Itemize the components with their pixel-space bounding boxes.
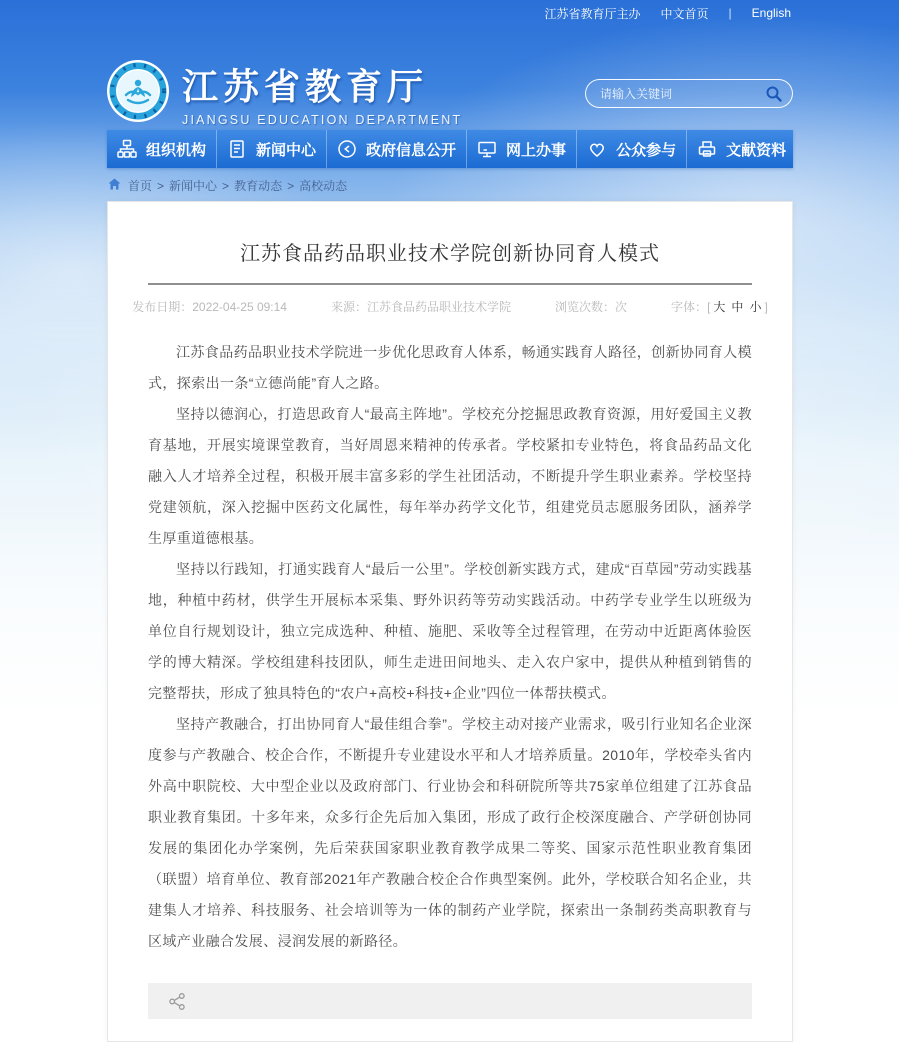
search-icon[interactable] <box>765 85 783 103</box>
site-title: 江苏省教育厅 <box>182 66 429 107</box>
site-logo-icon[interactable] <box>106 59 170 123</box>
org-chart-icon <box>117 139 137 159</box>
font-size-medium-button[interactable]: 中 <box>731 300 744 314</box>
home-icon[interactable] <box>108 178 123 193</box>
breadcrumb-separator: > <box>287 178 295 193</box>
view-count <box>555 298 627 315</box>
breadcrumb-news-center[interactable]: 新闻中心 <box>169 179 218 193</box>
article-paragraph: 坚持以德润心，打造思政育人“最高主阵地”。学校充分挖掘思政教育资源，用好爱国主义教育基地，开展实境课堂教育，当好周恩来精神的传承者。学校紧扣专业特色，将食品药品文化融入人才培养全过程，积极开展丰富多彩的学生社团活动，不断提升学生职业素养。学校坚持党建领航，深入挖掘中医药文化属性，每年举办药学文化节，组建党员志愿服务团队，涵养学生厚重道德根基。 <box>148 406 752 546</box>
site-title-block <box>182 59 462 127</box>
nav-item-documents[interactable] <box>687 130 796 168</box>
nav-label: 网上办事 <box>506 141 567 159</box>
topbar-separator: | <box>728 6 732 20</box>
site-title-en: JIANGSU EDUCATION DEPARTMENT <box>182 113 463 127</box>
share-bar <box>148 983 752 1019</box>
article-paragraph: 坚持以行践知，打通实践育人“最后一公里”。学校创新实践方式，建成“百草园”劳动实践基地，种植中药材，供学生开展标本采集、野外识药等劳动实践活动。中药学专业学生以班级为单位自行规划设计，独立完成选种、种植、施肥、采收等全过程管理，在劳动中近距离体验医学的博大精深。学校组建科技团队，师生走进田间地头、走入农户家中，提供从种植到销售的完整帮扶，形成了独具特色的“农户+高校+科技+企业”四位一体帮扶模式。 <box>148 561 752 701</box>
publish-date-value: 2022-04-25 09:14 <box>192 300 287 314</box>
publish-date <box>132 298 287 315</box>
news-icon <box>227 139 247 159</box>
publish-date-label: 发布日期： <box>132 300 193 314</box>
host-link[interactable]: 江苏省教育厅主办 <box>544 6 641 21</box>
info-disclosure-icon <box>337 139 357 159</box>
font-size-control <box>671 298 768 315</box>
title-divider <box>148 283 752 285</box>
nav-item-public-participation[interactable] <box>577 130 687 168</box>
article-title: 江苏食品药品职业技术学院创新协同育人模式 <box>240 243 660 265</box>
nav-label: 政府信息公开 <box>366 141 457 159</box>
bracket: [ <box>707 300 711 314</box>
source-label: 来源： <box>330 300 367 314</box>
views-label: 浏览次数： <box>555 300 616 314</box>
online-service-icon <box>477 139 497 159</box>
nav-label: 文献资料 <box>726 141 787 159</box>
site-header <box>0 26 899 130</box>
breadcrumb-home[interactable]: 首页 <box>128 179 153 193</box>
breadcrumb-separator: > <box>157 178 165 193</box>
search-input[interactable] <box>586 87 765 101</box>
breadcrumb-college-news[interactable]: 高校动态 <box>299 179 348 193</box>
article-body <box>148 337 752 957</box>
nav-label: 新闻中心 <box>256 141 317 159</box>
cn-home-link[interactable]: 中文首页 <box>660 6 709 21</box>
article-paragraph: 江苏食品药品职业技术学院进一步优化思政育人体系，畅通实践育人路径，创新协同育人模式，探索出一条“立德尚能”育人之路。 <box>148 344 752 391</box>
share-icon[interactable] <box>168 992 187 1011</box>
breadcrumb <box>108 177 899 194</box>
source <box>331 298 511 315</box>
font-size-label: 字体： <box>671 300 708 314</box>
font-size-large-button[interactable]: 大 <box>713 300 726 314</box>
main-nav <box>107 130 793 168</box>
breadcrumb-separator: > <box>222 178 230 193</box>
nav-item-gov-info[interactable] <box>327 130 467 168</box>
nav-label: 组织机构 <box>146 141 207 159</box>
article-card <box>107 201 793 1042</box>
bracket: ] <box>764 300 768 314</box>
views-value: 次 <box>615 300 628 314</box>
english-link[interactable]: English <box>751 6 791 20</box>
topbar <box>0 0 899 26</box>
font-size-small-button[interactable]: 小 <box>749 300 762 314</box>
participation-icon <box>587 139 607 159</box>
nav-item-online-service[interactable] <box>467 130 577 168</box>
archive-icon <box>697 139 717 159</box>
nav-item-organization[interactable] <box>107 130 217 168</box>
nav-label: 公众参与 <box>616 141 677 159</box>
breadcrumb-edu-news[interactable]: 教育动态 <box>234 179 283 193</box>
source-value: 江苏食品药品职业技术学院 <box>367 300 512 314</box>
search-box <box>585 79 793 108</box>
nav-item-news-center[interactable] <box>217 130 327 168</box>
article-paragraph: 坚持产教融合，打出协同育人“最佳组合拳”。学校主动对接产业需求，吸引行业知名企业深度参与产教融合、校企合作，不断提升专业建设水平和人才培养质量。2010年，学校牵头省内外高中职院校、大中型企业以及政府部门、行业协会和科研院所等共75家单位组建了江苏食品职业教育集团。十多年来，众多行企先后加入集团，形成了政行企校深度融合、产学研创协同发展的集团化办学案例，先后荣获国家职业教育教学成果二等奖、国家示范性职业教育集团（联盟）培育单位、教育部2021年产教融合校企合作典型案例。此外，学校联合知名企业，共建集人才培养、科技服务、社会培训等为一体的制药产业学院，探索出一条制药类高职教育与区域产业融合发展、浸润发展的新路径。 <box>148 716 752 949</box>
article-meta <box>132 298 768 315</box>
